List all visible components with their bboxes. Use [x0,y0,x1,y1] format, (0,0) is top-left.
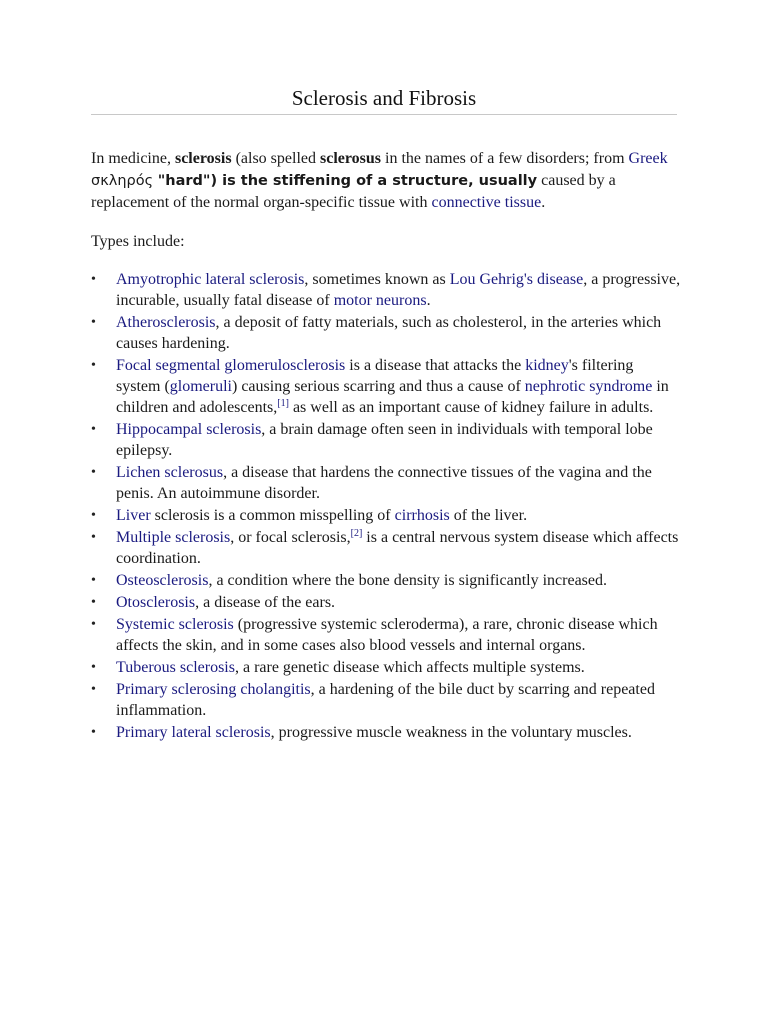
link-lou-gehrigs-disease[interactable]: Lou Gehrig's disease [449,271,584,288]
greek-word: σκληρός [91,173,158,189]
item-text: . [426,292,431,309]
intro-text: In medicine, [91,150,175,167]
item-text: in children and adolescents, [116,378,669,416]
link-atherosclerosis[interactable]: Atherosclerosis [116,314,216,331]
list-item [91,355,681,418]
link-liver[interactable]: Liver [116,507,151,524]
item-text: , a disease of the ears. [195,594,336,611]
term-sclerosis: sclerosis [174,150,232,167]
intro-text: (also spelled [231,150,320,167]
definition-phrase: "hard") is the stiffening of a structure, usually [157,173,538,189]
link-kidney[interactable]: kidney [525,357,569,374]
item-text: , or focal sclerosis, [230,529,351,546]
list-item [91,527,681,569]
item-text: 's filtering system ( [116,357,634,395]
item-text: , progressive muscle weakness in the voluntary muscles. [270,724,632,741]
link-lichen-sclerosus[interactable]: Lichen sclerosus [116,464,224,481]
list-item [91,657,681,678]
item-text: , a condition where the bone density is significantly increased. [208,572,607,589]
item-text: , a disease that hardens the connective tissues of the vagina and the penis. An autoimmune disorder. [116,464,652,502]
link-hippocampal-sclerosis[interactable]: Hippocampal sclerosis [116,421,262,438]
link-nephrotic-syndrome[interactable]: nephrotic syndrome [524,378,653,395]
link-primary-lateral-sclerosis[interactable]: Primary lateral sclerosis [116,724,271,741]
list-item [91,722,681,743]
link-systemic-sclerosis[interactable]: Systemic sclerosis [116,616,234,633]
link-amyotrophic-lateral-sclerosis[interactable]: Amyotrophic lateral sclerosis [116,271,305,288]
item-text: sclerosis is a common misspelling of [150,507,395,524]
item-text: (progressive systemic scleroderma), a rare, chronic disease which affects the skin, and in some cases also blood vessels and internal organs. [116,616,658,654]
link-focal-segmental-glomerulosclerosis[interactable]: Focal segmental glomerulosclerosis [116,357,346,374]
list-item [91,614,681,656]
item-text: , a hardening of the bile duct by scarring and repeated inflammation. [116,681,655,719]
citation-2[interactable]: [2] [350,528,363,539]
link-connective-tissue[interactable]: connective tissue [431,194,542,211]
item-text: , a rare genetic disease which affects multiple systems. [234,659,585,676]
item-text: , sometimes known as [304,271,450,288]
link-greek[interactable]: Greek [628,150,668,167]
link-motor-neurons[interactable]: motor neurons [333,292,427,309]
list-item [91,462,681,504]
link-multiple-sclerosis[interactable]: Multiple sclerosis [116,529,231,546]
item-text: of the liver. [449,507,528,524]
intro-text: . [541,194,546,211]
intro-text: in the names of a few disorders; from [381,150,629,167]
link-tuberous-sclerosis[interactable]: Tuberous sclerosis [116,659,235,676]
title-divider [91,114,677,115]
types-label: Types include: [91,233,185,250]
item-text: ) causing serious scarring and thus a cause of [232,378,525,395]
list-item [91,570,681,591]
link-osteosclerosis[interactable]: Osteosclerosis [116,572,209,589]
list-item [91,679,681,721]
item-text: , a brain damage often seen in individuals with temporal lobe epilepsy. [116,421,653,459]
list-item [91,419,681,461]
link-glomeruli[interactable]: glomeruli [169,378,232,395]
link-otosclerosis[interactable]: Otosclerosis [116,594,196,611]
list-item [91,269,681,311]
item-text: as well as an important cause of kidney failure in adults. [288,399,654,416]
citation-1[interactable]: [1] [277,398,289,409]
term-sclerosus: sclerosus [319,150,382,167]
types-list [91,269,681,743]
item-text: is a disease that attacks the [345,357,526,374]
link-cirrhosis[interactable]: cirrhosis [394,507,450,524]
item-text: , a deposit of fatty materials, such as cholesterol, in the arteries which causes hardening. [116,314,662,352]
list-item [91,505,681,526]
list-item [91,592,681,613]
article-body [91,148,681,744]
page-title: Sclerosis and Fibrosis [291,86,477,110]
link-primary-sclerosing-cholangitis[interactable]: Primary sclerosing cholangitis [116,681,311,698]
list-item [91,312,681,354]
intro-text: caused by a replacement of the normal organ-specific tissue with [91,172,616,211]
item-text: is a central nervous system disease which affects coordination. [116,529,679,567]
item-text: , a progressive, incurable, usually fatal disease of [116,271,681,309]
intro-paragraph [91,148,681,213]
